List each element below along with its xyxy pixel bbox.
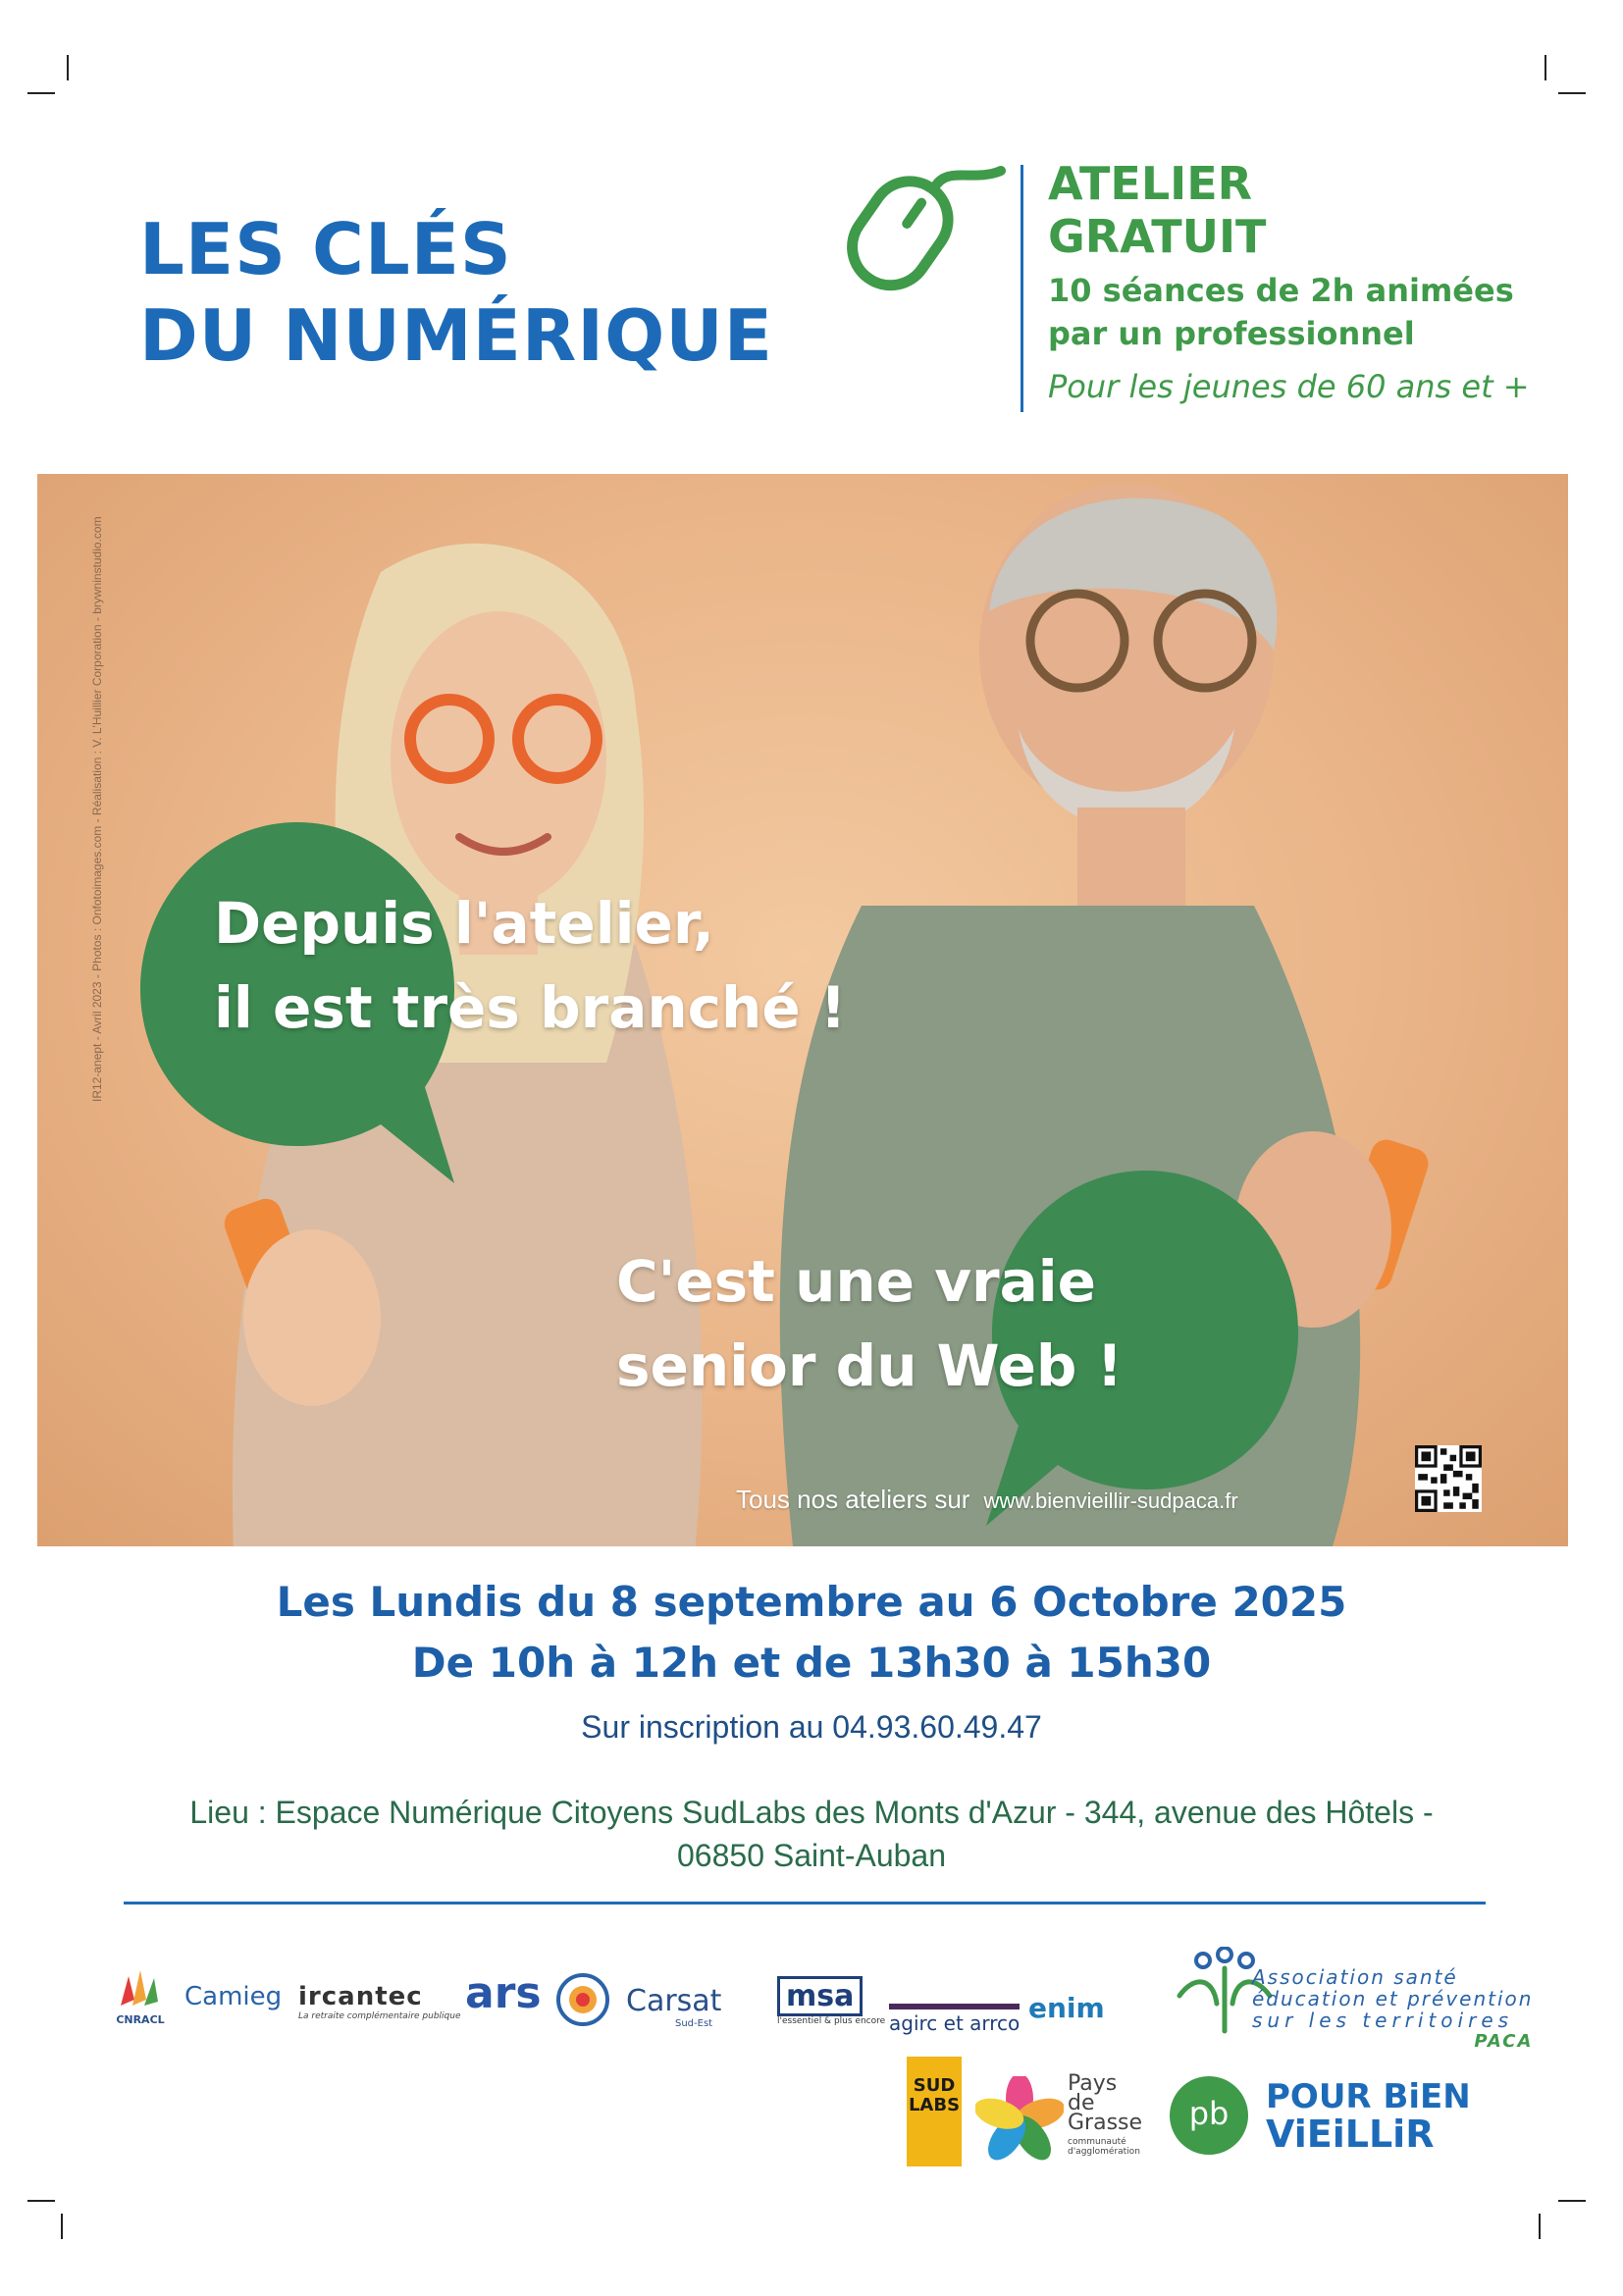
asept-region: PACA: [1474, 2031, 1534, 2052]
atelier-line-2: GRATUIT: [1048, 210, 1267, 263]
pbv-line-2: ViEiLLiR: [1266, 2113, 1435, 2156]
audience-text: Pour les jeunes de 60 ans et +: [1048, 368, 1530, 405]
logo-ircantec-text: ircantec: [298, 1982, 423, 2011]
logo-msa-text: msa: [777, 1976, 863, 2016]
sudlabs-text: SUD LABS: [908, 2075, 961, 2115]
asept-line-3: sur les territoires: [1252, 2009, 1514, 2032]
location-line-2: 06850 Saint-Auban: [677, 1838, 946, 1873]
logo-emblem: [555, 1972, 610, 2027]
pbv-badge: pb: [1170, 2076, 1248, 2155]
crop-mark: [27, 2200, 55, 2202]
logo-carsat: [626, 1984, 721, 2029]
logo-ircantec: [298, 1982, 461, 2021]
bubble-right-line-2: senior du Web !: [616, 1332, 1124, 1399]
crop-mark: [27, 92, 55, 94]
pbv-line-1: POUR BiEN: [1266, 2077, 1471, 2116]
crop-mark: [1558, 2200, 1586, 2202]
footer-divider: [124, 1902, 1486, 1905]
logo-msa-tag: l'essentiel & plus encore: [777, 2016, 886, 2026]
crop-mark: [1539, 2214, 1541, 2239]
asept-line-1: Association santé: [1252, 1965, 1458, 1989]
flower-icon: [975, 2076, 1064, 2165]
crop-mark: [1544, 55, 1546, 80]
logo-pays-de-grasse: [1068, 2071, 1146, 2157]
logo-enim: enim: [1028, 1992, 1105, 2024]
logo-agirc-arrco: agirc et arrco: [889, 2004, 1020, 2035]
crop-mark: [67, 55, 69, 80]
hero-photo: [37, 474, 1568, 1546]
atelier-info: [1048, 157, 1530, 408]
page-title: [139, 206, 773, 379]
logo-msa: [777, 1976, 885, 2026]
online-link[interactable]: [736, 1485, 1238, 1515]
crop-mark: [1558, 92, 1586, 94]
photo-credit: IR12-anept - Avril 2023 - Photos : Onfotoimages.com - Réalisation : V. L'Huillier Corporation - brywninstudio.com: [90, 516, 104, 1102]
hands-icon: [113, 1966, 168, 2009]
bubble-right-text: [616, 1239, 1123, 1408]
logo-cnracl-text: CNRACL: [116, 2013, 165, 2026]
header-divider: [1021, 165, 1023, 412]
pays-line-1: Pays: [1068, 2071, 1118, 2096]
qr-code[interactable]: [1415, 1445, 1482, 1512]
inscription-text: Sur inscription au 04.93.60.49.47: [581, 1709, 1042, 1745]
pays-line-2: de: [1068, 2091, 1095, 2115]
online-label: Tous nos ateliers sur: [736, 1485, 970, 1514]
logo-cnracl: [110, 1966, 171, 2026]
logo-ars: ars: [465, 1968, 542, 2018]
logo-sudlabs: [907, 2057, 962, 2166]
title-line-1: LES CLÉS: [139, 208, 512, 290]
sessions-line-1: 10 séances de 2h animées: [1048, 272, 1514, 309]
computer-mouse-icon: [836, 157, 1013, 294]
title-line-2: DU NUMÉRIQUE: [139, 294, 773, 377]
crop-mark: [61, 2214, 63, 2239]
logo-carsat-tag: Sud-Est: [675, 2018, 713, 2029]
website-url[interactable]: www.bienvieillir-sudpaca.fr: [983, 1488, 1238, 1513]
pays-tag: communauté d'agglomération: [1068, 2137, 1140, 2157]
location-text: [98, 1791, 1525, 1877]
bubble-left-line-1: Depuis l'atelier,: [214, 890, 714, 957]
asept-line-2: éducation et prévention: [1252, 1987, 1534, 2010]
dates-line-2: De 10h à 12h et de 13h30 à 15h30: [411, 1639, 1212, 1687]
bubble-left-line-2: il est très branché !: [214, 974, 847, 1041]
logo-ircantec-tag: La retraite complémentaire publique: [298, 2011, 461, 2021]
location-line-1: Lieu : Espace Numérique Citoyens SudLabs des Monts d'Azur - 344, avenue des Hôtels -: [189, 1795, 1434, 1830]
logo-carsat-text: Carsat: [626, 1984, 722, 2018]
pays-line-3: Grasse: [1068, 2111, 1143, 2135]
dates-line-1: Les Lundis du 8 septembre au 6 Octobre 2025: [276, 1578, 1347, 1626]
atelier-line-1: ATELIER: [1048, 157, 1253, 210]
logo-camieg: Camieg: [184, 1982, 283, 2011]
bubble-right-line-1: C'est une vraie: [616, 1248, 1096, 1315]
bubble-left-text: [214, 881, 846, 1050]
sessions-line-2: par un professionnel: [1048, 315, 1415, 352]
